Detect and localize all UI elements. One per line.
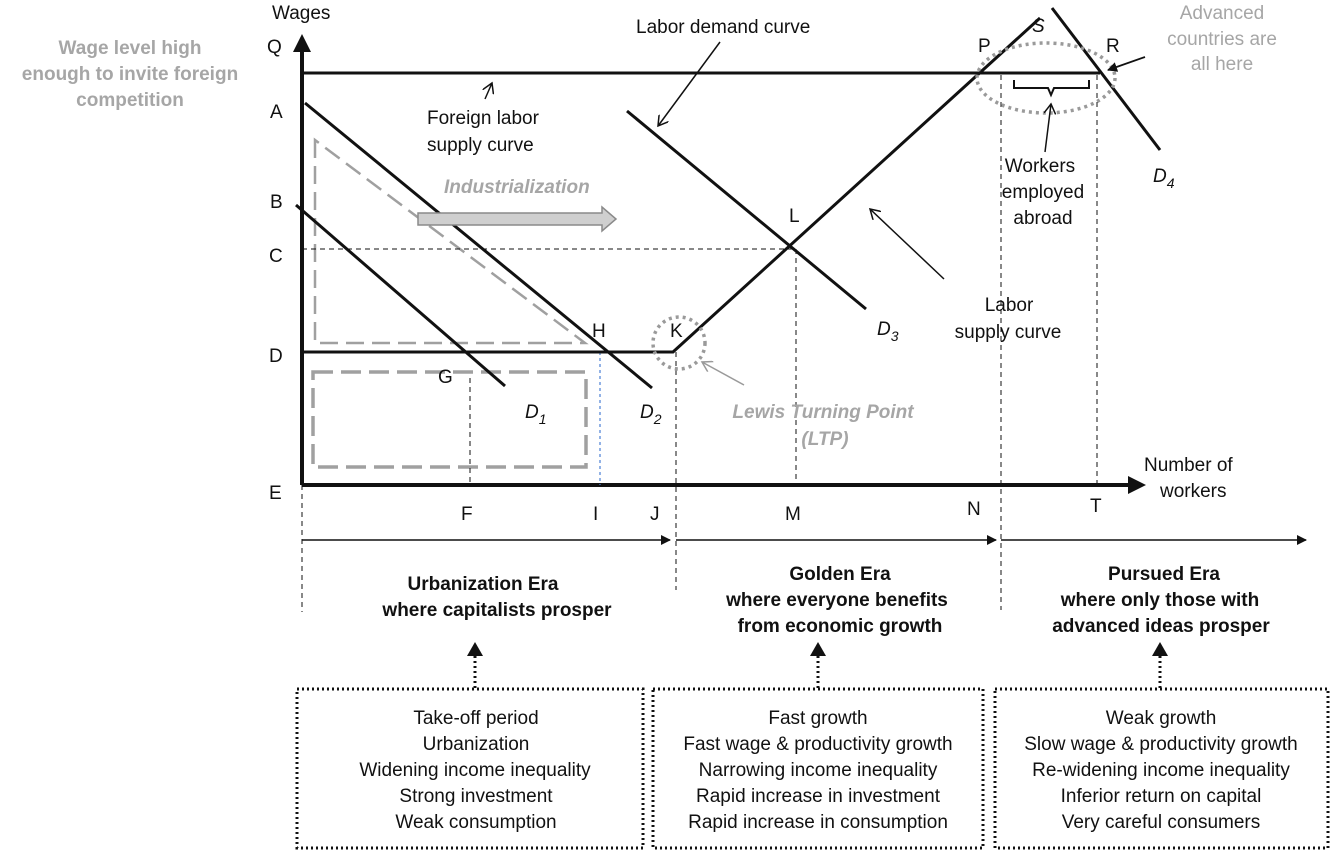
demand-curve-d4 <box>1052 8 1160 150</box>
box2-item: Fast growth <box>768 708 868 729</box>
arrow-advanced <box>1108 57 1145 70</box>
point-label-E: E <box>269 483 282 504</box>
foreign-supply-line1: Foreign labor <box>427 108 539 129</box>
era-urbanization-line2: where capitalists prosper <box>382 600 612 621</box>
point-label-R: R <box>1106 36 1120 57</box>
era-urbanization-line1: Urbanization Era <box>407 574 559 595</box>
box1-item: Take-off period <box>413 708 539 729</box>
x-axis-arrowhead <box>1128 476 1146 494</box>
box3-item: Inferior return on capital <box>1060 786 1262 807</box>
demand-curve-d1 <box>296 205 505 386</box>
point-label-H: H <box>592 321 606 342</box>
industrialization-label: Industrialization <box>444 177 590 198</box>
era-golden-line3: from economic growth <box>737 616 943 637</box>
labor-supply-line2: supply curve <box>954 322 1062 343</box>
labor-demand-label: Labor demand curve <box>636 17 811 38</box>
connector-1-head <box>467 642 483 656</box>
box3-item: Very careful consumers <box>1061 812 1261 833</box>
box1-item: Strong investment <box>399 786 553 807</box>
y-axis-arrowhead <box>293 34 311 52</box>
curve-label-d1: $D_1$ <box>525 402 547 427</box>
arrow-foreign-supply <box>485 83 492 99</box>
curve-label-d2: $D_2$ <box>640 402 662 427</box>
point-label-S: S <box>1032 16 1045 37</box>
arrow-labor-supply <box>870 209 944 279</box>
box3-item: Slow wage & productivity growth <box>1024 734 1298 755</box>
curve-label-d4: $D_4$ <box>1153 166 1175 191</box>
industrialization-arrow <box>418 207 616 231</box>
box2-item: Rapid increase in consumption <box>688 812 948 833</box>
connector-2-head <box>810 642 826 656</box>
point-label-N: N <box>967 499 981 520</box>
point-label-A: A <box>270 102 283 123</box>
x-axis-label-line2: workers <box>1160 481 1227 502</box>
era-pursued-line2: where only those with <box>1060 590 1260 611</box>
arrow-ltp <box>702 362 744 385</box>
workers-abroad-line1: Workers <box>1004 156 1076 177</box>
arrow-labor-demand <box>658 42 720 126</box>
point-label-L: L <box>789 206 800 227</box>
gray-dashed-triangle <box>315 140 585 343</box>
foreign-supply-line2: supply curve <box>427 135 534 156</box>
labor-supply-curve <box>302 18 1040 352</box>
box2-item: Fast wage & productivity growth <box>683 734 953 755</box>
box3-item: Re-widening income inequality <box>1032 760 1290 781</box>
ltp-line1: Lewis Turning Point <box>732 402 914 423</box>
connector-3-head <box>1152 642 1168 656</box>
era-golden-line2: where everyone benefits <box>726 590 948 611</box>
curve-label-d3: $D_3$ <box>877 319 899 344</box>
wage-level-line3: competition <box>76 90 184 111</box>
point-label-B: B <box>270 192 283 213</box>
era-pursued-line3: advanced ideas prosper <box>1052 616 1270 637</box>
era-golden-line1: Golden Era <box>789 564 891 585</box>
box2-item: Rapid increase in investment <box>696 786 940 807</box>
arrow-workers-abroad <box>1045 104 1051 152</box>
workers-abroad-line3: abroad <box>1013 208 1073 229</box>
point-label-C: C <box>269 246 283 267</box>
box2-item: Narrowing income inequality <box>698 760 938 781</box>
box1-item: Widening income inequality <box>359 760 591 781</box>
point-label-I: I <box>593 504 599 525</box>
box3-item: Weak growth <box>1105 708 1217 729</box>
advanced-line1: Advanced <box>1179 3 1265 24</box>
box1-item: Urbanization <box>422 734 530 755</box>
point-label-D: D <box>269 346 283 367</box>
wage-level-line2: enough to invite foreign <box>21 64 239 85</box>
wage-level-line1: Wage level high <box>58 38 202 59</box>
x-axis-label-line1: Number of <box>1144 455 1233 476</box>
advanced-line3: all here <box>1190 54 1254 75</box>
point-label-T: T <box>1090 496 1102 517</box>
advanced-countries-ellipse <box>977 43 1115 113</box>
y-axis-label: Wages <box>272 3 331 24</box>
workers-abroad-line2: employed <box>1001 182 1085 203</box>
ltp-line2: (LTP) <box>801 429 849 450</box>
point-label-P: P <box>978 36 991 57</box>
advanced-line2: countries are <box>1167 29 1277 50</box>
point-label-G: G <box>438 367 453 388</box>
point-label-J: J <box>650 504 660 525</box>
box1-item: Weak consumption <box>395 812 557 833</box>
point-label-F: F <box>461 504 473 525</box>
point-label-Q: Q <box>267 37 282 58</box>
era-pursued-line1: Pursued Era <box>1108 564 1220 585</box>
labor-supply-line1: Labor <box>984 295 1034 316</box>
point-label-M: M <box>785 504 801 525</box>
point-label-K: K <box>670 321 683 342</box>
workers-abroad-brace <box>1014 80 1089 95</box>
